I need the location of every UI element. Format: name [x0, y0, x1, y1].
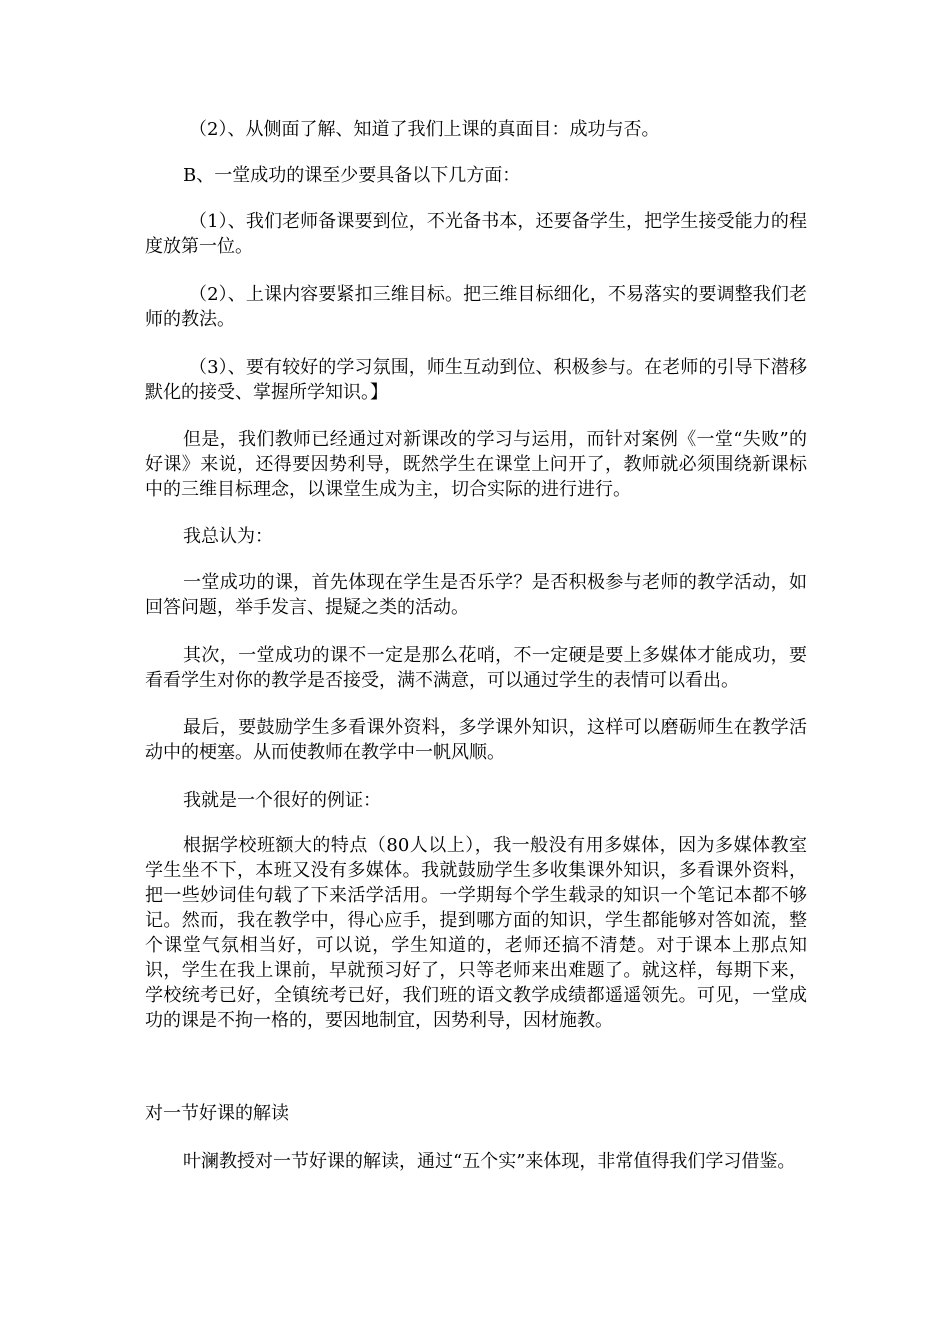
paragraph-10: 最后，要鼓励学生多看课外资料，多学课外知识，这样可以磨砺师生在教学活动中的梗塞。从而使教师在教学中一帆风顺。	[145, 717, 807, 763]
paragraph-8: 一堂成功的课，首先体现在学生是否乐学？是否积极参与老师的教学活动，如回答问题，举手发言、提疑之类的活动。	[145, 572, 807, 618]
paragraph-12: 根据学校班额大的特点（80人以上），我一般没有用多媒体，因为多媒体教室学生坐不下，本班又没有多媒体。我就鼓励学生多收集课外知识，多看课外资料，把一些妙词佳句载了下来活学活用。一学期每个学生载录的知识一个笔记本都不够记。然而，我在教学中，得心应手，提到哪方面的知识，学生都能够对答如流，整个课堂气氛相当好，可以说，学生知道的，老师还搞不清楚。对于课本上那点知识，学生在我上课前，早就预习好了，只等老师来出难题了。就这样，每期下来，学校统考已好，全镇统考已好，我们班的语文教学成绩都遥遥领先。可见，一堂成功的课是不拘一格的，要因地制宜，因势利导，因材施教。	[145, 835, 807, 1031]
paragraph-3: （1）、我们老师备课要到位，不光备书本，还要备学生，把学生接受能力的程度放第一位。	[145, 211, 807, 257]
paragraph-2: B、一堂成功的课至少要具备以下几方面：	[183, 165, 521, 186]
paragraph-9: 其次，一堂成功的课不一定是那么花哨，不一定硬是要上多媒体才能成功，要看看学生对你的教学是否接受，满不满意，可以通过学生的表情可以看出。	[145, 645, 807, 691]
paragraph-13: 叶澜教授对一节好课的解读，通过“五个实”来体现，非常值得我们学习借鉴。	[183, 1151, 796, 1172]
paragraph-1: （2）、从侧面了解、知道了我们上课的真面目：成功与否。	[189, 119, 660, 140]
paragraph-4: （2）、上课内容要紧扣三维目标。把三维目标细化，不易落实的要调整我们老师的教法。	[145, 284, 807, 330]
paragraph-7: 我总认为：	[183, 526, 273, 547]
section-heading: 对一节好课的解读	[145, 1103, 289, 1124]
paragraph-6: 但是，我们教师已经通过对新课改的学习与运用，而针对案例《一堂“失败”的好课》来说，还得要因势利导，既然学生在课堂上问开了，教师就必须围绕新课标中的三维目标理念，以课堂生成为主，切合实际的进行进行。	[145, 429, 807, 500]
paragraph-5: （3）、要有较好的学习氛围，师生互动到位、积极参与。在老师的引导下潜移默化的接受、掌握所学知识。】	[145, 357, 807, 403]
paragraph-11: 我就是一个很好的例证：	[183, 790, 381, 811]
